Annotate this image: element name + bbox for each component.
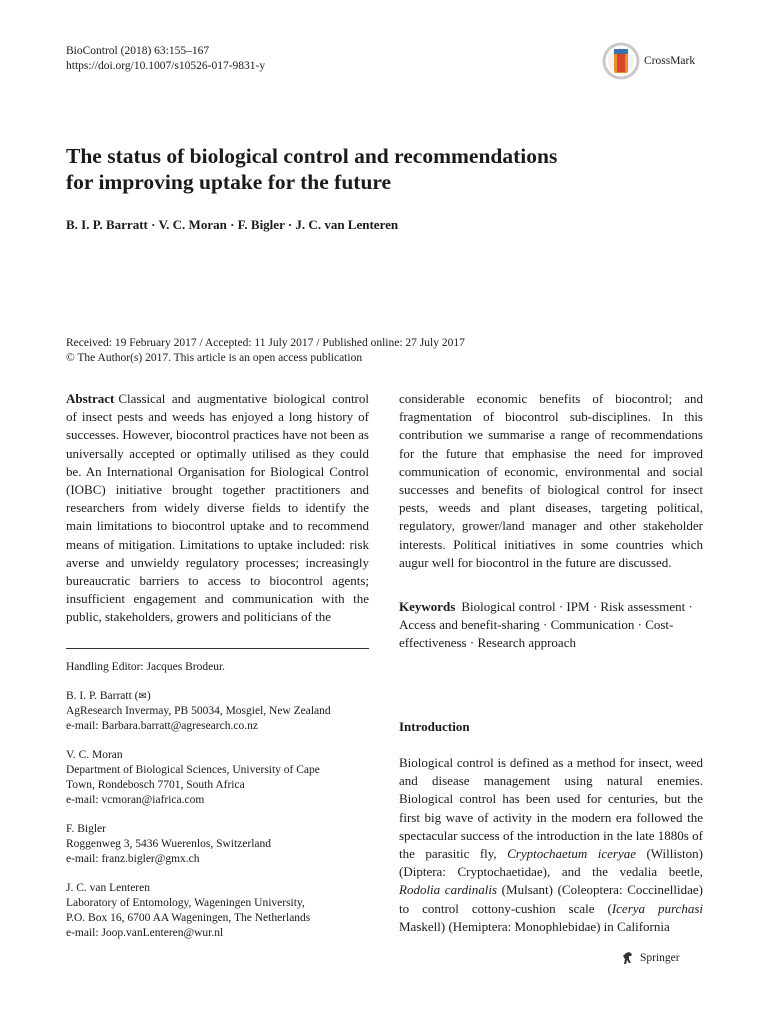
affiliation-name: B. I. P. Barratt (✉) (66, 690, 151, 702)
title-line-2: for improving uptake for the future (66, 170, 392, 194)
abstract-left (66, 390, 369, 627)
handling-editor: Handling Editor: Jacques Brodeur. (66, 661, 226, 673)
affiliation-email[interactable]: e-mail: Joop.vanLenteren@wur.nl (66, 927, 224, 939)
affiliation-email[interactable]: e-mail: franz.bigler@gmx.ch (66, 853, 200, 865)
affiliation-van-lenteren (66, 881, 369, 941)
crossmark-badge[interactable] (602, 42, 695, 80)
affiliations (66, 660, 369, 955)
affiliation-address: Laboratory of Entomology, Wageningen University, (66, 897, 305, 909)
keywords (399, 598, 703, 653)
crossmark-label: CrossMark (644, 55, 696, 67)
publication-dates (66, 336, 686, 366)
species-name: Icerya purchasi (611, 900, 703, 916)
article-title (66, 143, 666, 195)
affiliation-name: F. Bigler (66, 823, 106, 835)
affiliation-name: V. C. Moran (66, 749, 123, 761)
abstract-right: considerable economic benefits of biocontrol; and fragmentation of biocontrol sub-disciplines. In this contribution we summarise a range of recommendations for the future that emphasise the need for improved communication of economic, environmental and social successes and benefits of biological control for insect pests, weeds and plant diseases, targeting political, regulatory, grower/land manager and other stakeholder interests. Political initiatives in some countries which augur well for biocontrol in the future are discussed. (399, 391, 703, 570)
introduction-heading: Introduction (399, 719, 470, 734)
doi-link[interactable]: https://doi.org/10.1007/s10526-017-9831-y (66, 60, 266, 72)
affiliation-address: AgResearch Invermay, PB 50034, Mosgiel, New Zealand (66, 705, 331, 717)
species-name: Cryptochaetum iceryae (507, 846, 637, 862)
affiliation-address: Town, Rondebosch 7701, South Africa (66, 779, 245, 791)
publisher-footer (620, 950, 680, 966)
abstract-label: Abstract (66, 391, 115, 406)
introduction-text: Biological control is defined as a method for insect, weed and disease management using natural enemies. Biological control has been used for centuries, but the first big wave of activity in the modern era followed the spectacular success of the introduction in the late 1880s of the parasitic fly, Cryptochaetum iceryae (Williston) (Diptera: Cryptochaetidae), and the vedalia beetle, Rodolia cardinalis (Mulsant) (Coleoptera: Coccinellidae) to control cottony-cushion scale (Icerya purchasi Maskell) (Hemiptera: Monophlebidae) in California (399, 755, 704, 934)
affiliation-address: Department of Biological Sciences, University of Cape (66, 764, 320, 776)
title-line-1: The status of biological control and recommendations (66, 144, 558, 168)
publisher-name: Springer (640, 952, 680, 964)
affiliation-moran (66, 748, 369, 808)
springer-horse-icon (620, 950, 636, 966)
received-accepted-published: Received: 19 February 2017 / Accepted: 11 July 2017 / Published online: 27 July 2017 (66, 337, 465, 349)
keywords-text: Biological control · IPM · Risk assessment · Access and benefit-sharing · Communication · Cost-effectiveness · Research approach (399, 599, 693, 651)
copyright-notice: © The Author(s) 2017. This article is an open access publication (66, 352, 363, 364)
affiliation-email[interactable]: e-mail: vcmoran@iafrica.com (66, 794, 205, 806)
envelope-icon[interactable]: ✉ (138, 691, 147, 702)
journal-header (66, 44, 265, 74)
journal-citation: BioControl (2018) 63:155–167 (66, 45, 210, 57)
abstract-text-left: Classical and augmentative biological control of insect pests and weeds has enjoyed a long history of successes. However, biocontrol practices have not been as universally accepted or optimally utilised as they could be. An International Organisation for Biological Control (IOBC) initiative brought together practitioners and researchers from widely diverse fields to identify the main limitations to biocontrol uptake and to recommend means of mitigation. Limitations to uptake included: risk averse and unwieldy regulatory processes; increasingly bureaucratic barriers to access to biocontrol agents; insufficient engagement and communication with the public, stakeholders, growers and politicians of the (66, 391, 369, 625)
affiliation-address: P.O. Box 16, 6700 AA Wageningen, The Netherlands (66, 912, 311, 924)
affiliation-barratt (66, 689, 369, 734)
affiliation-address: Roggenweg 3, 5436 Wuerenlos, Switzerland (66, 838, 272, 850)
keywords-label: Keywords (399, 599, 456, 614)
species-name: Rodolia cardinalis (399, 882, 498, 898)
footnote-divider (66, 648, 369, 649)
affiliation-bigler (66, 822, 369, 867)
affiliation-name: J. C. van Lenteren (66, 882, 150, 894)
crossmark-icon (602, 42, 640, 80)
author-list: B. I. P. Barratt · V. C. Moran · F. Bigler · J. C. van Lenteren (66, 217, 399, 232)
affiliation-email[interactable]: e-mail: Barbara.barratt@agresearch.co.nz (66, 720, 258, 732)
